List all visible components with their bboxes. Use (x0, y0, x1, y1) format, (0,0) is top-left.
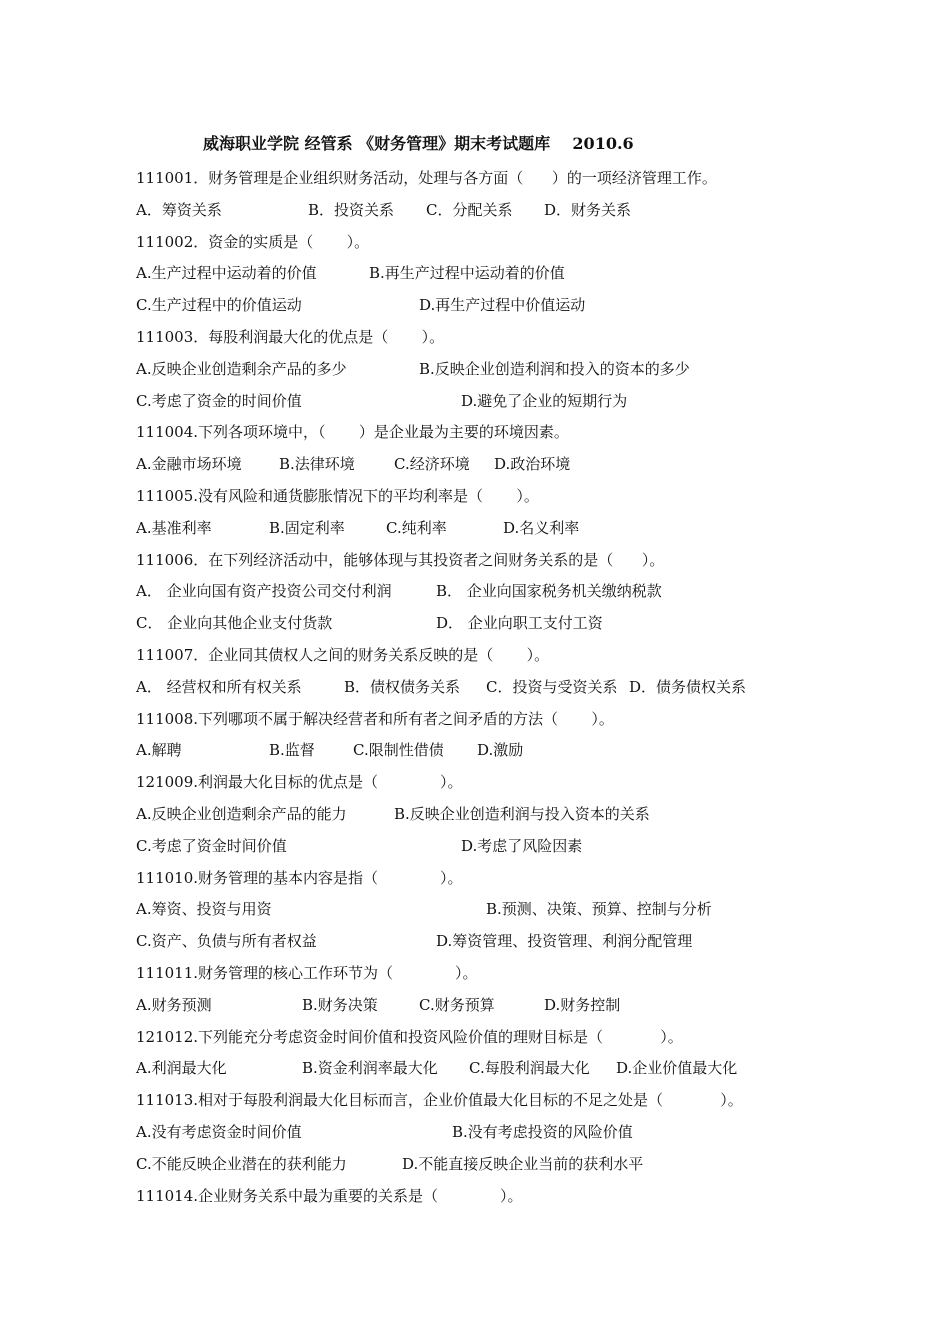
option-row (136, 195, 926, 227)
answer-option: B.法律环境 (279, 455, 355, 474)
answer-option: A．筹资关系 (136, 200, 222, 219)
answer-option: C.纯利率 (386, 518, 447, 537)
option-row (136, 1053, 926, 1085)
question-stem: 111003．每股利润最大化的优点是（ ）。 (136, 327, 445, 346)
option-row (136, 735, 926, 767)
answer-option: C.考虑了资金的时间价值 (136, 391, 302, 410)
option-row (136, 354, 926, 386)
answer-option: C.考虑了资金时间价值 (136, 836, 287, 855)
question-stem: 111005.没有风险和通货膨胀情况下的平均利率是（ ）。 (136, 486, 539, 505)
answer-option: B.财务决策 (302, 995, 378, 1014)
answer-option: A.筹资、投资与用资 (136, 900, 272, 919)
option-row (136, 1117, 926, 1149)
answer-option: B.反映企业创造利润和投入的资本的多少 (419, 359, 690, 378)
answer-option: D.筹资管理、投资管理、利润分配管理 (436, 932, 693, 951)
answer-option: D．债务债权关系 (629, 677, 747, 696)
answer-option: A.反映企业创造剩余产品的能力 (136, 804, 347, 823)
question-list (136, 163, 926, 1212)
answer-option: A.财务预测 (136, 995, 212, 1014)
answer-option: D.避免了企业的短期行为 (461, 391, 628, 410)
answer-option: B.反映企业创造利润与投入资本的关系 (394, 804, 650, 823)
answer-option: D.财务控制 (544, 995, 621, 1014)
answer-option: A.解聘 (136, 741, 182, 760)
page-title: 威海职业学院 经管系 《财务管理》期末考试题库 2010.6 (203, 134, 634, 153)
answer-option: C.经济环境 (394, 455, 470, 474)
option-row (136, 608, 926, 640)
answer-option: C.财务预算 (419, 995, 495, 1014)
question-stem: 111002．资金的实质是（ ）。 (136, 232, 370, 251)
question-stem: 111004.下列各项环境中，（ ）是企业最为主要的环境因素。 (136, 423, 569, 442)
option-row (136, 1149, 926, 1181)
answer-option: D.激励 (477, 741, 524, 760)
answer-option: C.不能反映企业潜在的获利能力 (136, 1154, 347, 1173)
question-stem: 111010.财务管理的基本内容是指（ ）。 (136, 868, 463, 887)
answer-option: A． 企业向国有资产投资公司交付利润 (136, 582, 392, 601)
answer-option: B.监督 (269, 741, 315, 760)
answer-option: C． 企业向其他企业支付货款 (136, 614, 333, 633)
answer-option: A.反映企业创造剩余产品的多少 (136, 359, 347, 378)
answer-option: A.没有考虑资金时间价值 (136, 1122, 302, 1141)
question-stem: 111011.财务管理的核心工作环节为（ ）。 (136, 963, 478, 982)
option-row (136, 926, 926, 958)
answer-option: B.没有考虑投资的风险价值 (452, 1122, 633, 1141)
question-stem: 121009.利润最大化目标的优点是（ ）。 (136, 773, 463, 792)
answer-option: D.不能直接反映企业当前的获利水平 (402, 1154, 644, 1173)
question-stem: 111001．财务管理是企业组织财务活动，处理与各方面（ ）的一项经济管理工作。 (136, 169, 717, 187)
answer-option: B.资金利润率最大化 (302, 1059, 438, 1078)
option-row (136, 290, 926, 322)
question-stem: 111007．企业同其债权人之间的财务关系反映的是（ ）。 (136, 645, 550, 664)
option-row (136, 513, 926, 545)
answer-option: D.名义利率 (503, 518, 580, 537)
question-stem: 111014.企业财务关系中最为重要的关系是（ ）。 (136, 1186, 523, 1205)
option-row (136, 449, 926, 481)
question-stem: 111008.下列哪项不属于解决经营者和所有者之间矛盾的方法（ ）。 (136, 709, 614, 728)
answer-option: D． 企业向职工支付工资 (436, 614, 603, 633)
answer-option: D.政治环境 (494, 455, 571, 474)
answer-option: D.考虑了风险因素 (461, 836, 583, 855)
answer-option: C.限制性借债 (353, 741, 444, 760)
option-row (136, 576, 926, 608)
answer-option: B.预测、决策、预算、控制与分析 (486, 900, 712, 919)
answer-option: C.生产过程中的价值运动 (136, 296, 302, 315)
answer-option: C．投资与受资关系 (486, 677, 618, 696)
answer-option: B.固定利率 (269, 518, 345, 537)
option-row (136, 990, 926, 1022)
option-row (136, 386, 926, 418)
answer-option: D.企业价值最大化 (616, 1059, 738, 1078)
answer-option: A.生产过程中运动着的价值 (136, 264, 317, 283)
question-stem: 111006．在下列经济活动中，能够体现与其投资者之间财务关系的是（ ）。 (136, 550, 665, 569)
answer-option: B．投资关系 (308, 200, 395, 219)
option-row (136, 831, 926, 863)
answer-option: B.再生产过程中运动着的价值 (369, 264, 565, 283)
answer-option: A． 经营权和所有权关系 (136, 677, 302, 696)
answer-option: A.基准利率 (136, 518, 212, 537)
answer-option: B． 企业向国家税务机关缴纳税款 (436, 582, 662, 601)
answer-option: D.再生产过程中价值运动 (419, 296, 586, 315)
option-row (136, 258, 926, 290)
question-stem: 111013.相对于每股利润最大化目标而言，企业价值最大化目标的不足之处是（ ）。 (136, 1091, 743, 1110)
answer-option: A.利润最大化 (136, 1059, 227, 1078)
answer-option: A.金融市场环境 (136, 455, 242, 474)
option-row (136, 799, 926, 831)
answer-option: D．财务关系 (544, 200, 632, 219)
answer-option: C．分配关系 (426, 200, 513, 219)
answer-option: C.每股利润最大化 (469, 1059, 590, 1078)
answer-option: C.资产、负债与所有者权益 (136, 932, 317, 951)
option-row (136, 894, 926, 926)
answer-option: B．债权债务关系 (344, 677, 461, 696)
question-stem: 121012.下列能充分考虑资金时间价值和投资风险价值的理财目标是（ ）。 (136, 1027, 683, 1046)
option-row (136, 672, 926, 704)
